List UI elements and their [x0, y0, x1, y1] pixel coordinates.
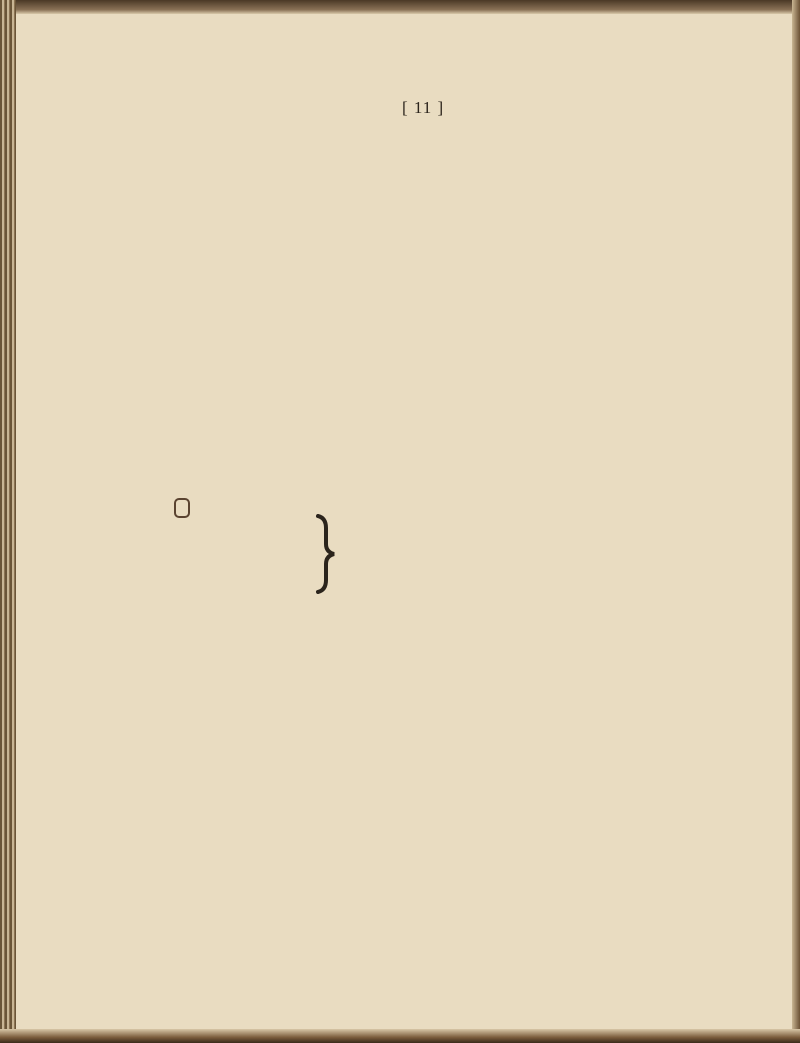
page-number-header: [ 11 ] [402, 98, 445, 117]
